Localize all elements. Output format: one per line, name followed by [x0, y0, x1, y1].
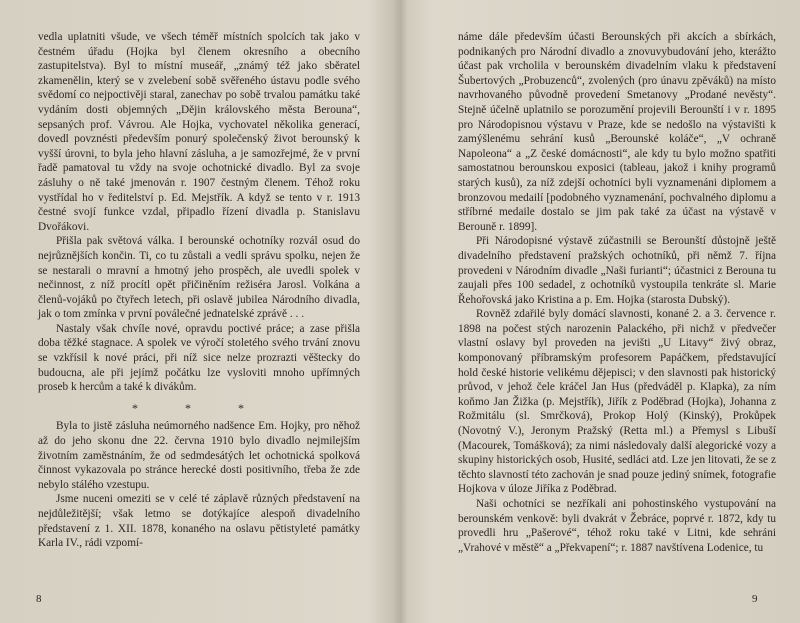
- left-paragraph-2: Přišla pak světová válka. I berounské ochotníky rozvál osud do nejrůznějších končin. Ti, co tu zůstali a vedli správu spolku, nejen že se nestarali o mravní a hmotný jeho prospěch, ale uvedli spolek v nečinnost, z níž procítl opět přičiněním režiséra Jarosl. Volkána a členů-vojáků po čtyřech letech, při oslavě jubilea Národního divadla, jak o tom zmínka v první poválečné jednatelské zprávě . . .: [38, 235, 360, 321]
- right-paragraph-2: Při Národopisné výstavě zúčastnili se Berounští důstojně ještě divadelního představení pražských ochotníků, při němž 7. října provedeni v Národním divadle „Naši furianti“; účastnici z Berouna tu zaujali přes 100 sedadel, z ochotníků vystoupila tenkráte sl. Marie Řehořovská jako Kristina a p. Em. Hojka (starosta Dubský).: [458, 235, 776, 306]
- right-paragraph-4: Naši ochotníci se nezříkali ani pohostinského vystupování na berounském venkově: byli dvakrát v Žebráce, poprvé r. 1872, kdy tu provedli hru „Pašerové“, téhož roku také v Litni, kde sehráni „Vrahové v městě“ a „Překvapení“; r. 1887 navštívena Lodenice, tu: [458, 498, 776, 554]
- left-paragraph-3: Nastaly však chvíle nové, opravdu poctivé práce; a zase přišla doba těžké stagnace. A spolek ve výročí stoletého svého trvání znovu se vzkřísil k nové práci, při níž sice nelze prozrazti věštecky do budoucna, ale při jejímž počátku lze vysloviti mnoho upřímných proseb k hercům a také k divákům.: [38, 322, 360, 394]
- right-paragraph-1: náme dále především účasti Berounských při akcích a sbírkách, podnikaných pro Národní divadlo a znovuvybudování jeho, kterážto účast pak vrcholila v berounském divadelním vlaku k představení Šubertových „Probuzenců“, zvolených (pro únavu zpěváků) na místo navrhovaného původně provedení Smetanovy „Prodané nevěsty“. Stejně účelně uplatnilo se porozumění projevili Berounští i v r. 1895 pro Národopisnou výstavu v Praze, kde se nedošlo na výstavišti k zamýšlenému sehrání kusů „Berounské koláče“, „V ochraně Napoleona“ a „Z české domácnosti“, ale kdy tu bylo možno spatřiti samostatnou berounskou exposici (tableau, jakož i knihy programů starých kusů), za níž zdejší ochotníci byli vyznamenáni diplomem a bronzovou medailí [podobného vyznamenání, pochvalného diplomu a stříbrné medaile dostalo se jim pak také za účast na výstavě v Berouně r. 1899].: [458, 31, 776, 233]
- right-page-number: 9: [752, 593, 758, 605]
- left-paragraph-5: Jsme nuceni omeziti se v celé té záplavě různých představení na nejdůležitější; však letmo se dotýkajíce alespoň divadelního představení z 1. XII. 1878, konaného na oslavu pětistyleté památky Karla IV., rádi vzpomí-: [38, 493, 360, 550]
- right-paragraph-3: Rovněž zdařilé byly domácí slavnosti, konané 2. a 3. července r. 1898 na počest stých narozenin Palackého, při nichž v předvečer vlastní oslavy byl proveden na jevišti „U Litavy“ živý obraz, komponovaný příbramským profesorem Papáčkem, představující hold české historie velikému dějepisci; v den slavnosti pak historický průvod, v jehož čele kráčel Jan Hus (předváděl p. Klapka), za ním koňmo Jan Žižka (p. Mejstřík), Jiřík z Poděbrad (Hojka), Johanna z Rožmitálu (sl. Smrčková), Prokop Holý (Kinský), Prokůpek (Novotný V.), Jeronym Pražský (Retta ml.) a Přemysl s Libuší (Macourek, Tomášková); za nimi následovaly další alegorické vozy a skupiny historických osob, Husité, sedláci atd. Lze jen litovati, že se z těchto slavností této zachován je snad pouze jediný snímek, fotografie Hojkova v úloze Jiříka z Poděbrad.: [458, 308, 776, 496]
- section-ornament: * * *: [132, 400, 266, 415]
- left-paragraph-1: vedla uplatniti všude, ve všech téměř místních spolcích tak jako v čestném úřadu (Hojka byl členem okresního a obecního zastupitelstva). Byl to místní museář, „známý též jako sběratel zkamenělin, který se v zvelebení sobě svěřeného ústavu podle svého svědomí co nejpoctivěji staral, zanechav po sobě trvalou památku také vydáním dosti objemných „Dějin královského města Berouna“, sepsaných prof. Vávrou. Ale Hojka, vychovatel několika generací, dovedl povznésti především ponurý společenský život berounský k vyšší úrovni, to byla jeho hlavní zásluha, a je samozřejmé, že v první řadě pamatoval tu vždy na svoje ochotnické divadlo. Byl za svoje zásluhy o ně také jmenován r. 1907 čestným členem. Téhož roku vystřídal ho v ředitelství p. Ed. Mejstřík. A když se tento v r. 1913 čestné svojí funkce vzdal, připadlo řízení divadla p. Stanislavu Dvořákovi.: [38, 31, 360, 233]
- left-page: [38, 30, 360, 551]
- left-page-number: 8: [36, 593, 42, 605]
- left-paragraph-4: Byla to jistě zásluha neúmorného nadšence Em. Hojky, pro něhož až do jeho skonu dne 22. června 1910 bylo divadlo nejmilejším životním zaměstnáním, že od sedmdesátých let ochotnická spolková činnost vykazovala po stránce herecké dosti positivního, třeba že zde nebylo stálého vzestupu.: [38, 420, 360, 491]
- book-gutter: [394, 0, 408, 623]
- right-page: [458, 30, 776, 555]
